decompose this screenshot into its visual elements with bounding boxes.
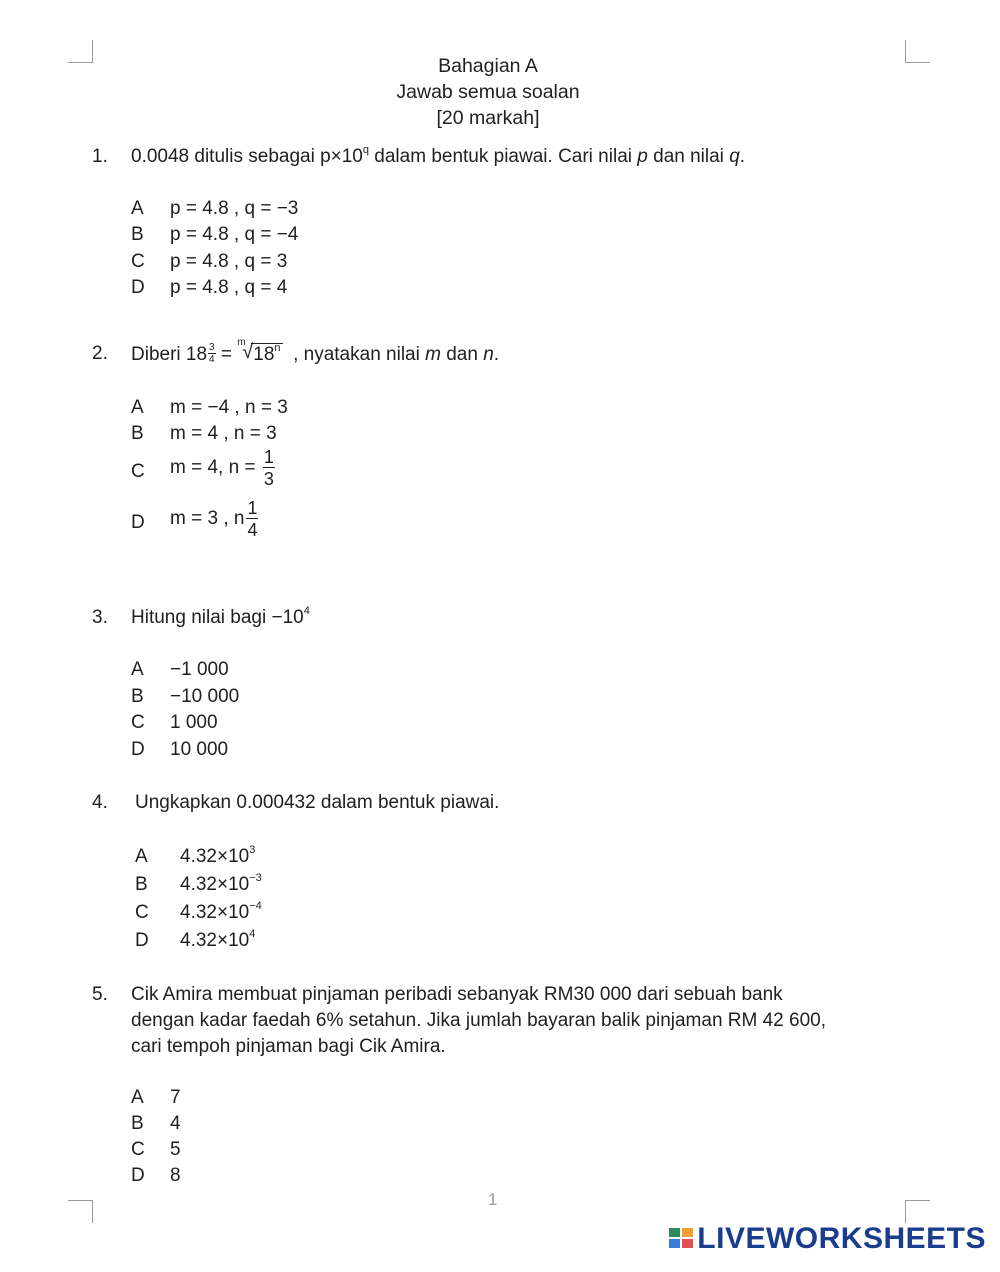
option-text: 4 — [170, 1113, 181, 1134]
option-text: 5 — [170, 1139, 181, 1160]
option-text: m = 4, n = $\frac{1}{3}$ — [170, 447, 274, 489]
option-letter: D — [131, 1165, 145, 1186]
option-letter: C — [131, 461, 145, 482]
question-number: 1. — [92, 146, 108, 167]
option-text: m = 4 , n = 3 — [170, 423, 277, 444]
option-letter: D — [135, 930, 149, 951]
option-letter: B — [131, 1113, 144, 1134]
question-number: 5. — [92, 984, 108, 1005]
option-text: $4.32\times 10^{-4}$ — [180, 900, 262, 923]
option-text: 10 000 — [170, 739, 229, 760]
option-text: m = 3 , n $\frac{1}{4}$ — [170, 498, 258, 540]
option-letter: A — [135, 846, 148, 867]
question-text-line: dengan kadar faedah 6% setahun. Jika jumlah bayaran balik pinjaman RM 42 600, — [131, 1010, 827, 1031]
option-text: 7 — [170, 1087, 181, 1108]
liveworksheets-watermark[interactable] — [669, 1222, 986, 1256]
option-text: $4.32\times 10^4$ — [180, 928, 256, 951]
option-text: 1 000 — [170, 712, 218, 733]
question-text: Ungkapkan 0.000432 dalam bentuk piawai. — [135, 792, 500, 813]
option-text: m = −4 , n = 3 — [170, 397, 288, 418]
option-letter: A — [131, 1087, 144, 1108]
section-marks: [20 markah] — [436, 107, 540, 129]
option-letter: B — [131, 224, 144, 245]
option-letter: B — [131, 423, 144, 444]
option-text: p = 4.8 , q = 4 — [170, 277, 288, 298]
watermark-text: LIVEWORKSHEETS — [697, 1222, 986, 1255]
option-text: −1 000 — [170, 659, 229, 680]
option-text: 8 — [170, 1165, 181, 1186]
option-letter: C — [131, 712, 145, 733]
option-letter: D — [131, 277, 145, 298]
option-text: p = 4.8 , q = 3 — [170, 251, 288, 272]
crop-mark-bottom-left — [68, 1200, 93, 1223]
question-number: 2. — [92, 343, 108, 364]
liveworksheets-logo-icon — [669, 1228, 695, 1250]
option-letter: A — [131, 397, 144, 418]
option-letter: D — [131, 512, 145, 533]
root-expression: m √ 18$^n$ — [237, 337, 281, 365]
question-text: 0.0048 ditulis sebagai $p\times 10^q$ dalam bentuk piawai. Cari nilai p dan nilai q. — [131, 144, 746, 167]
option-text: −10 000 — [170, 686, 240, 707]
option-letter: C — [131, 251, 145, 272]
option-letter: C — [131, 1139, 145, 1160]
question-text-line: Cik Amira membuat pinjaman peribadi sebanyak RM30 000 dari sebuah bank — [131, 984, 783, 1005]
option-text: $4.32\times 10^{-3}$ — [180, 872, 262, 895]
option-letter: B — [131, 686, 144, 707]
question-text-line: cari tempoh pinjaman bagi Cik Amira. — [131, 1036, 446, 1057]
option-letter: A — [131, 198, 144, 219]
option-text: p = 4.8 , q = −3 — [170, 198, 299, 219]
option-letter: C — [135, 902, 149, 923]
page-number: 1 — [488, 1190, 498, 1209]
question-text: Diberi 18 $\frac{3}{4}$ = m √ 18$^n$ , nyatakan nilai m dan n. — [131, 337, 500, 365]
option-letter: A — [131, 659, 144, 680]
crop-mark-bottom-right — [905, 1200, 930, 1223]
question-text: Hitung nilai bagi $-10^4$ — [131, 605, 310, 628]
question-number: 4. — [92, 792, 108, 813]
section-instruction: Jawab semua soalan — [396, 81, 580, 103]
option-text: $4.32\times 10^3$ — [180, 844, 256, 867]
section-title: Bahagian A — [438, 55, 538, 77]
option-letter: B — [135, 874, 148, 895]
option-letter: D — [131, 739, 145, 760]
question-number: 3. — [92, 607, 108, 628]
option-text: p = 4.8 , q = −4 — [170, 224, 299, 245]
